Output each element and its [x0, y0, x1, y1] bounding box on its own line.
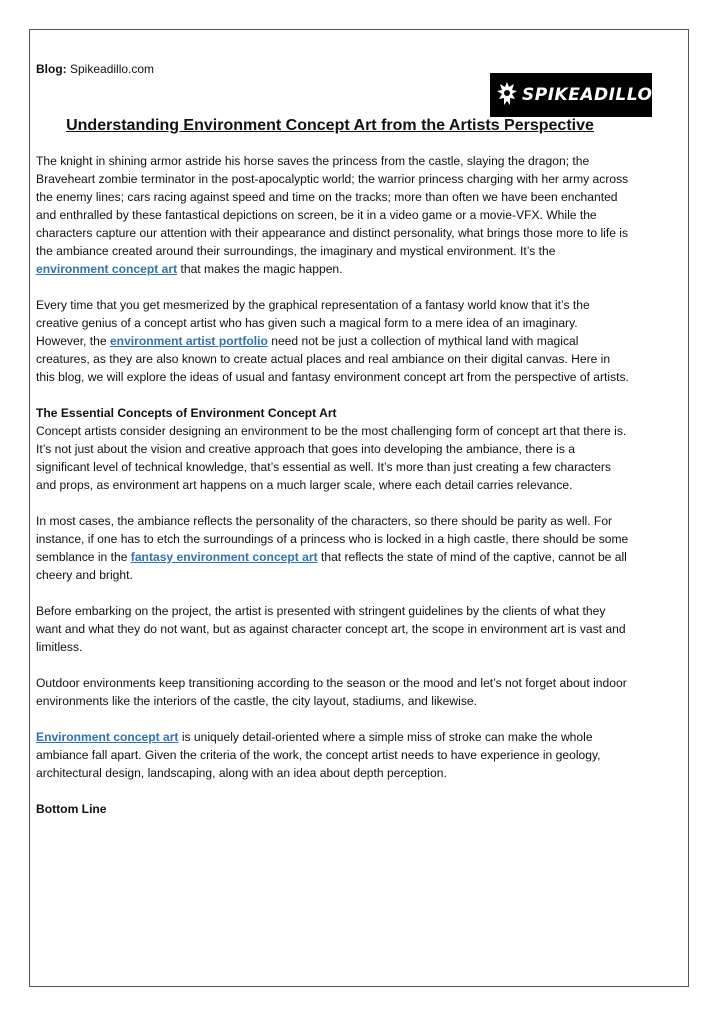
paragraph-text: is uniquely detail-oriented where a simple miss of stroke can make the whole ambiance fall apart. Given the criteria of the work, the concept artist needs to have experience in geology, architectural design, landscaping, along with an idea about depth perception. — [36, 730, 601, 780]
blog-label: Blog: — [36, 62, 67, 76]
paragraph-text: that reflects the state of mind of the captive, cannot be all cheery and bright. — [36, 550, 627, 582]
environment-concept-art-link[interactable]: environment concept art — [36, 262, 178, 276]
fantasy-environment-concept-art-link[interactable]: fantasy environment concept art — [130, 550, 318, 564]
environment-concept-art-link-2[interactable]: Environment concept art — [36, 730, 179, 744]
paragraph-text: In most cases, the ambiance reflects the personality of the characters, so there should be parity as well. For instance, if one has to etch the surroundings of a princess who is locked in a high castle, there should be some semblance in the — [36, 514, 629, 564]
paragraph-intro — [36, 152, 631, 278]
paragraph-portfolio — [36, 296, 631, 386]
paragraph-text: The knight in shining armor astride his horse saves the princess from the castle, slaying the dragon; the Braveheart zombie terminator in the post-apocalyptic world; the warrior princess charging with her army across the enemy lines; cars racing against speed and time on the tracks; more than often we have been enchanted and enthralled by these fantastical depictions on screen, be it in a video game or a movie-VFX. While the characters capture our attention with their appearance and distinct personality, what brings those more to life is the ambiance created around their surroundings, the imaginary and mystical environment. It’s the — [36, 154, 629, 258]
section-heading-essential-concepts: The Essential Concepts of Environment Concept Art — [36, 406, 337, 420]
paragraph-guidelines: Before embarking on the project, the artist is presented with stringent guidelines by the clients of what they want and what they do not want, but as against character concept art, the scope in environment art is vast and limitless. — [36, 604, 626, 654]
paragraph-text: that makes the magic happen. — [177, 262, 343, 276]
article-title: Understanding Environment Concept Art from the Artists Perspective — [66, 117, 594, 134]
environment-artist-portfolio-link[interactable]: environment artist portfolio — [109, 334, 268, 348]
paragraph-challenging-form: Concept artists consider designing an environment to be the most challenging form of concept art that there is. It’s not just about the vision and creative approach that goes into developing the ambiance, there is a significant level of technical knowledge, that’s essential as well. It’s more than just creating a few characters and props, as environment art happens on a much larger scale, where each detail carries relevance. — [36, 424, 627, 492]
section-heading-bottom-line: Bottom Line — [36, 802, 107, 816]
paragraph-detail-oriented — [36, 728, 631, 782]
paragraph-ambiance — [36, 512, 631, 584]
blog-site: Spikeadillo.com — [70, 62, 155, 76]
logo-text: SPIKEADILLO — [522, 85, 653, 105]
paragraph-environments: Outdoor environments keep transitioning according to the season or the mood and let’s not forget about indoor environments like the interiors of the castle, the city layout, stadiums, and likewise. — [36, 676, 627, 708]
article-body — [36, 152, 631, 818]
armadillo-icon — [496, 80, 518, 110]
spikeadillo-logo — [490, 73, 652, 117]
paragraph-text: need not be just a collection of mythical land with magical creatures, as they are also known to create actual places and real ambiance on their digital canvas. Here in this blog, we will explore the ideas of usual and fantasy environment concept art from the perspective of artists. — [36, 334, 629, 384]
blog-header — [36, 62, 154, 76]
paragraph-text: Every time that you get mesmerized by the graphical representation of a fantasy world know that it’s the creative genius of a concept artist who has given such a magical form to a mere idea of an imaginary. However, the — [36, 298, 590, 348]
